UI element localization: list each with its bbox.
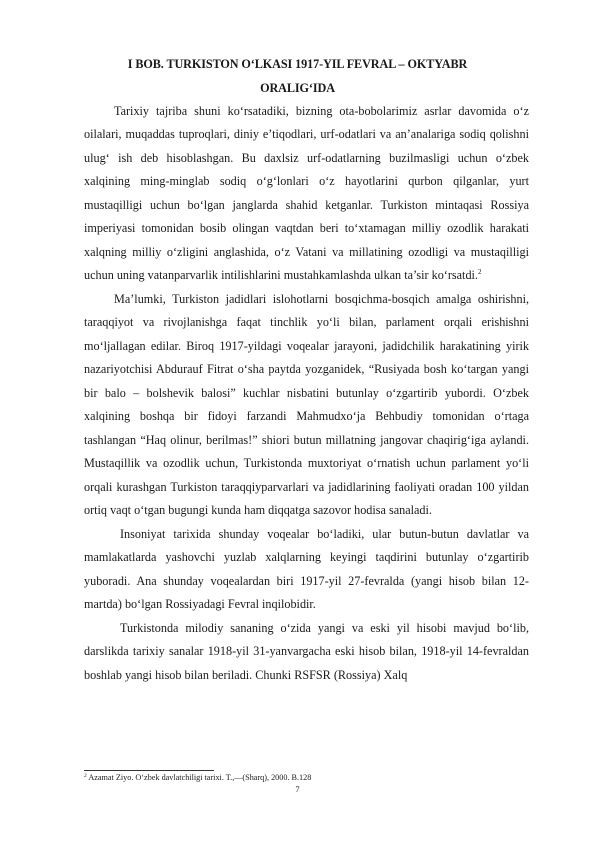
footnote-text: Azamat Ziyo. O‘zbek davlatchiligi tarixi. T.,—(Sharq), 2000. B.128 xyxy=(88,773,312,782)
page-number: 7 xyxy=(295,784,300,794)
footnote xyxy=(84,773,529,783)
paragraph-1 xyxy=(84,100,529,288)
paragraph-1-text: Tarixiy tajriba shuni ko‘rsatadiki, bizning ota-bobolarimiz asrlar davomida o‘z oilalari, muqaddas tuproqlari, diniy e’tiqodlari, urf-odatlari va an’analariga sodiq qolishni ulug‘ ish deb hisoblashgan. Bu daxlsiz urf-odatlarning buzilmasligi uchun o‘zbek xalqining ming-minglab sodiq o‘g‘lonlari o‘z hayotlarini qurbon qilganlar, yurt mustaqilligi uchun bo‘lgan janglarda shahid ketganlar. Turkiston mintaqasi Rossiya imperiyasi tomonidan bosib olingan vaqtdan beri to‘xtamagan milliy ozodlik harakati xalqning milliy o‘zligini anglashida, o‘z Vatani va millatining ozodligi va mustaqilligi uchun uning vatanparvarlik intilishlarini mustahkamlashda ulkan ta’sir ko‘rsatdi. xyxy=(84,103,529,282)
paragraph-2-text: Ma’lumki, Turkiston jadidlari islohotlarni bosqichma-bosqich amalga oshirishni, taraqqiyot va rivojlanishga faqat tinchlik yo‘li bilan, parlament orqali erishishni mo‘ljallagan edilar. Biroq 1917-yildagi voqealar jarayoni, jadidchilik harakatining yirik nazariyotchisi Abdurauf Fitrat o‘sha paytda yozganidek, “Rusiyada bosh ko‘targan yangi bir balo – bolshevik balosi” kuchlar nisbatini butunlay o‘zgartirib yubordi. O‘zbek xalqining boshqa bir fidoyi farzandi Mahmudxo‘ja Behbudiy tomonidan o‘rtaga tashlangan “Haq olinur, berilmas!” shiori butun millatning jangovar chaqirig‘iga aylandi. Mustaqillik va ozodlik uchun, Turkistonda muxtoriyat o‘rnatish uchun parlament yo‘li orqali kurashgan Turkiston taraqqiyparvarlari va jadidlarining faoliyati oradan 100 yildan ortiq vaqt o‘tgan bugungi kunda ham diqqatga sazovor hodisa sanaladi. xyxy=(84,291,529,517)
body-text xyxy=(84,100,529,688)
chapter-heading-line-2: ORALIG‘IDA xyxy=(260,80,335,95)
footnote-number: 2 xyxy=(84,773,87,779)
paragraph-3-text: Insoniyat tarixida shunday voqealar bo‘ladiki, ular butun-butun davlatlar va mamlakatlarda yashovchi yuzlab xalqlarning keyingi taqdirini butunlay o‘zgartirib yuboradi. Ana shunday voqealardan biri 1917-yil 27-fevralda (yangi hisob bilan 12-martda) bo‘lgan Rossiyadagi Fevral inqilobidir. xyxy=(84,526,529,611)
footnote-separator xyxy=(84,770,214,771)
chapter-heading-line-1: I BOB. TURKISTON O‘LKASI 1917-YIL FEVRAL – OKTYABR xyxy=(127,57,468,71)
footnote-reference[interactable]: 2 xyxy=(477,268,482,276)
paragraph-4-text: Turkistonda milodiy sananing o‘zida yangi va eski yil hisobi mavjud bo‘lib, darslikda tarixiy sanalar 1918-yil 31-yanvargacha eski hisob bilan, 1918-yil 14-fevraldan boshlab yangi hisob bilan beriladi. Chunki RSFSR (Rossiya) Xalq xyxy=(84,620,529,682)
paragraph-3 xyxy=(84,523,529,617)
chapter-heading xyxy=(60,53,535,100)
paragraph-4 xyxy=(84,617,529,688)
paragraph-2 xyxy=(84,288,529,523)
